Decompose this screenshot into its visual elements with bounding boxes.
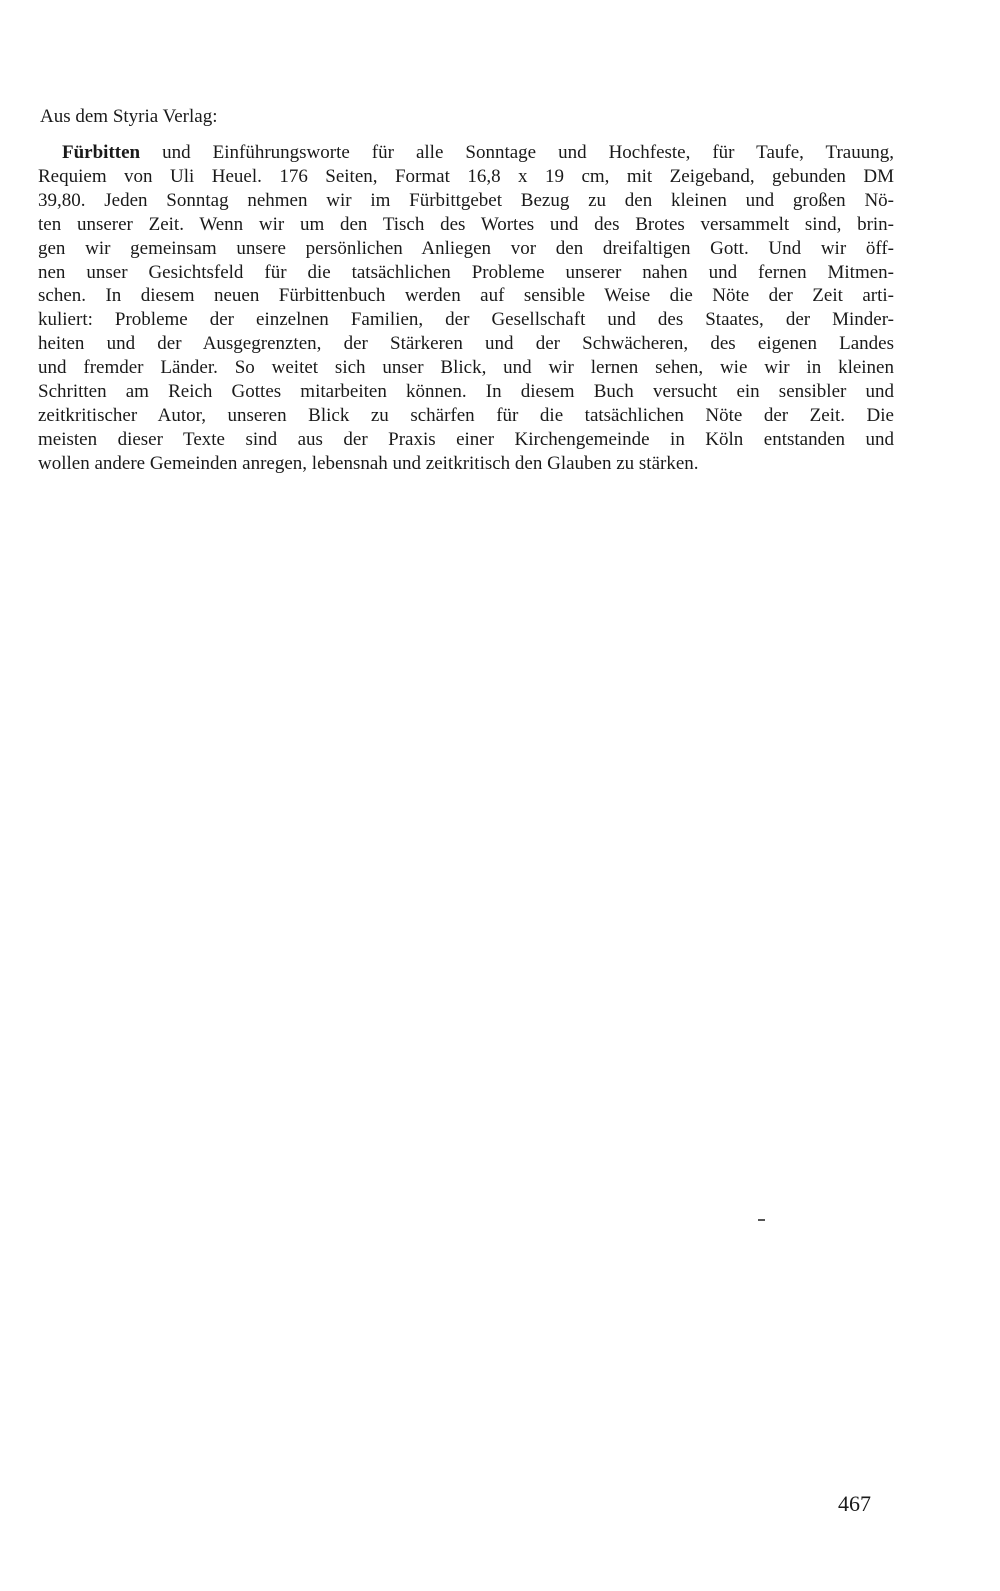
text-line: kuliert: Probleme der einzelnen Familien, der Gesellschaft und des Staates, der Minder- [38,309,894,331]
scan-mark [758,1219,765,1221]
text-line: nen unser Gesichtsfeld für die tatsächlichen Probleme unserer nahen und fernen Mitmen- [38,261,894,283]
text-line: schen. In diesem neuen Fürbittenbuch werden auf sensible Weise die Nöte der Zeit arti- [38,285,894,307]
book-title: Fürbitten [62,142,141,163]
text-line: 39,80. Jeden Sonntag nehmen wir im Fürbittgebet Bezug zu den kleinen und großen Nö- [38,189,894,211]
text-line: zeitkritischer Autor, unseren Blick zu schärfen für die tatsächlichen Nöte der Zeit. Die [38,404,894,426]
page-number: 467 [838,1491,871,1516]
book-description-paragraph [38,141,894,476]
text-line: und fremder Länder. So weitet sich unser Blick, und wir lernen sehen, wie wir in kleinen [38,357,894,379]
text-line: Schritten am Reich Gottes mitarbeiten können. In diesem Buch versucht ein sensibler und [38,381,894,403]
text-line: wollen andere Gemeinden anregen, lebensnah und zeitkritisch den Glauben zu stärken. [38,452,699,474]
text-line: ten unserer Zeit. Wenn wir um den Tisch des Wortes und des Brotes versammelt sind, brin- [38,213,894,235]
text-line: Fürbitten und Einführungsworte für alle Sonntage und Hochfeste, für Taufe, Trauung, [62,142,894,163]
text-line: Requiem von Uli Heuel. 176 Seiten, Format 16,8 x 19 cm, mit Zeigeband, gebunden DM [38,165,894,187]
text-line: heiten und der Ausgegrenzten, der Stärkeren und der Schwächeren, des eigenen Landes [38,333,894,355]
text-line: meisten dieser Texte sind aus der Praxis einer Kirchengemeinde in Köln entstanden und [38,428,894,450]
publisher-intro: Aus dem Styria Verlag: [40,106,218,127]
text-line: gen wir gemeinsam unsere persönlichen Anliegen vor den dreifaltigen Gott. Und wir öff- [38,237,894,259]
